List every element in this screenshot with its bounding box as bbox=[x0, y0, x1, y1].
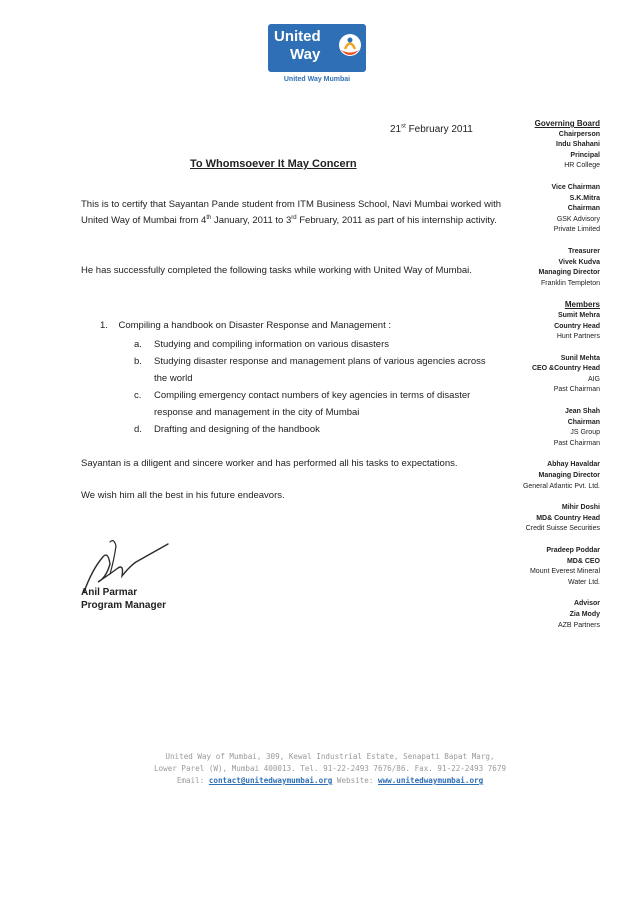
email-link[interactable]: contact@unitedwaymumbai.org bbox=[208, 776, 333, 785]
board-person: S.K.Mitra bbox=[569, 194, 600, 202]
member-designation: MD& Country Head bbox=[536, 514, 600, 522]
task-title: Compiling a handbook on Disaster Response and Management : bbox=[118, 320, 391, 331]
closing-paragraph: We wish him all the best in his future endeavors. bbox=[81, 490, 285, 501]
signatory-name: Anil Parmar bbox=[81, 587, 138, 598]
member-group bbox=[500, 503, 600, 535]
member-designation: Chairman bbox=[567, 418, 600, 426]
united-way-logo bbox=[268, 24, 366, 86]
certification-paragraph: This is to certify that Sayantan Pande student from ITM Business School, Navi Mumbai worked with United Way of Mumbai from 4th January, 2011 to 3rd February, 2011 as part of his internship activity. bbox=[81, 199, 501, 226]
letter-date: 21st February 2011 bbox=[390, 123, 473, 135]
member-name: Jean Shah bbox=[564, 408, 600, 416]
signatory-title: Program Manager bbox=[81, 600, 167, 611]
board-organization: HR College bbox=[564, 162, 600, 170]
member-name: Pradeep Poddar bbox=[546, 547, 600, 554]
member-organization: AZB Partners bbox=[557, 621, 600, 629]
member-organization: Credit Suisse Securities bbox=[525, 525, 600, 533]
footer-contact-line: Email: contact@unitedwaymumbai.org Website: www.unitedwaymumbai.org bbox=[176, 776, 484, 785]
member-group bbox=[500, 599, 600, 631]
member-name: Sumit Mehra bbox=[557, 311, 600, 319]
board-person: Indu Shahani bbox=[556, 141, 600, 149]
member-organization: JS Group bbox=[570, 429, 600, 437]
letter-subject: To Whomsoever It May Concern bbox=[190, 158, 357, 170]
member-group bbox=[500, 546, 600, 588]
board-role: Treasurer bbox=[568, 247, 600, 255]
subtask-item: d. Drafting and designing of the handbook bbox=[134, 424, 320, 435]
board-designation: Chairman bbox=[567, 205, 600, 213]
member-group bbox=[500, 311, 600, 343]
member-name: Abhay Havaldar bbox=[547, 461, 600, 469]
tasks-intro-paragraph: He has successfully completed the following tasks while working with United Way of Mumbai. bbox=[81, 265, 472, 276]
members-heading: Members bbox=[564, 300, 600, 310]
board-organization: GSK Advisory bbox=[556, 215, 600, 223]
board-organization: Franklin Templeton bbox=[540, 279, 600, 287]
board-role: Advisor bbox=[573, 600, 600, 608]
member-group bbox=[500, 407, 600, 449]
subtask-list bbox=[134, 336, 494, 438]
governing-board-heading: Governing Board bbox=[534, 119, 600, 128]
subtask-item: c. Compiling emergency contact numbers of key agencies in terms of disaster response and management in the city of Mumbai bbox=[134, 390, 471, 418]
logo-box bbox=[268, 24, 366, 72]
footer-address-line2: Lower Parel (W), Mumbai 400013. Tel. 91-22-2493 7676/86. Fax. 91-22-2493 7679 bbox=[153, 764, 507, 773]
subtask-item: a. Studying and compiling information on various disasters bbox=[134, 339, 389, 350]
footer-address-line1: United Way of Mumbai, 309, Kewal Industrial Estate, Senapati Bapat Marg, bbox=[165, 752, 495, 761]
logo-subtitle: United Way Mumbai bbox=[283, 76, 351, 83]
member-designation: Managing Director bbox=[538, 472, 600, 480]
member-organization: Mount Everest Mineral bbox=[529, 568, 600, 576]
board-designation: Principal bbox=[570, 151, 600, 159]
board-designation: Managing Director bbox=[538, 269, 600, 277]
member-name: Sunil Mehta bbox=[560, 354, 600, 362]
logo-text-line2: Way bbox=[290, 46, 321, 63]
board-person: Vivek Kudva bbox=[558, 258, 600, 266]
logo-text-line1: United bbox=[274, 28, 321, 45]
board-role: Chairperson bbox=[558, 130, 600, 138]
task-item bbox=[100, 320, 391, 331]
member-organization: Water Ltd. bbox=[567, 578, 600, 586]
member-group bbox=[500, 354, 600, 396]
task-number: 1. bbox=[100, 320, 108, 331]
member-group bbox=[500, 460, 600, 492]
helping-hand-emblem-icon bbox=[338, 32, 362, 62]
member-name: Mihir Doshi bbox=[561, 504, 600, 512]
member-note: Past Chairman bbox=[553, 386, 600, 394]
website-link[interactable]: www.unitedwaymumbai.org bbox=[378, 776, 484, 785]
member-note: Past Chairman bbox=[553, 439, 600, 447]
member-designation: CEO &Country Head bbox=[531, 365, 600, 373]
board-organization: Private Limited bbox=[553, 226, 600, 234]
member-organization: Hunt Partners bbox=[556, 333, 600, 341]
governing-board-sidebar bbox=[500, 119, 600, 631]
member-name: Zia Mody bbox=[569, 610, 600, 618]
member-designation: Country Head bbox=[554, 322, 600, 330]
member-organization: AIG bbox=[587, 375, 600, 383]
evaluation-paragraph: Sayantan is a diligent and sincere worker and has performed all his tasks to expectations. bbox=[81, 458, 458, 469]
subtask-item: b. Studying disaster response and management plans of various agencies across the world bbox=[134, 356, 486, 384]
letterhead-footer bbox=[120, 751, 540, 787]
member-designation: MD& CEO bbox=[566, 557, 600, 565]
member-organization: General Atlantic Pvt. Ltd. bbox=[522, 482, 600, 490]
board-role: Vice Chairman bbox=[551, 183, 600, 191]
